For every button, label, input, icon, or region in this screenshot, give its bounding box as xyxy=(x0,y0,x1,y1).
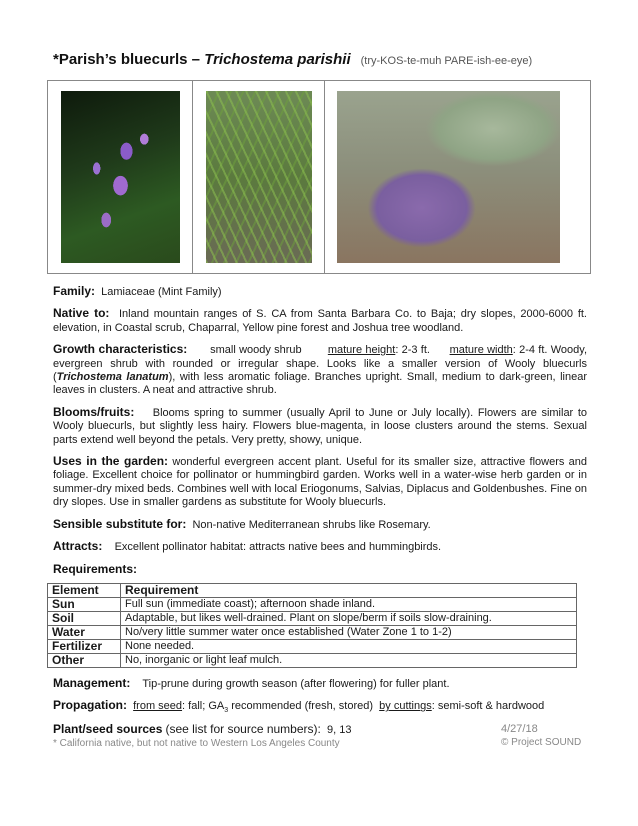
scientific-name: Trichostema parishii xyxy=(204,51,351,68)
cuttings-text: : semi-soft & hardwood xyxy=(431,700,545,713)
date: 4/27/18 xyxy=(501,722,538,735)
requirement-cell: Full sun (immediate coast); afternoon shade inland. xyxy=(121,597,577,611)
common-name: *Parish’s bluecurls – xyxy=(53,51,205,68)
blooms-text: Blooms spring to summer (usually April to June or July locally). Flowers are similar to Wooly bluecurls, but slightly less hairy. Flowers blue-magenta, in loose clusters around the stems. Sexual parts extend well beyond the petals. Very pretty, showy, unique. xyxy=(53,406,587,446)
photo-cell xyxy=(325,81,590,273)
attracts-label: Attracts: xyxy=(53,539,103,554)
uses-text: wonderful evergreen accent plant. Useful for its smaller size, attractive flowers and foliage. Excellent choice for pollinator or hummingbird garden. Works well in a water-wise herb garden or in summer-dry mixed beds. Combines well with local Eriogonums, Salvias, Diplacus and Goldenbushes. Fine on dry slopes. Use in smaller gardens as substitute for Wooly bluecurls. xyxy=(53,456,587,509)
footer-right xyxy=(501,722,587,750)
column-header-requirement: Requirement xyxy=(121,583,577,597)
table-header-row xyxy=(48,583,577,597)
photo-cell xyxy=(48,81,193,273)
substitute-section xyxy=(53,518,587,532)
photo-strip xyxy=(47,80,591,274)
table-row xyxy=(48,639,577,653)
requirements-table xyxy=(47,583,577,668)
page-footer xyxy=(53,722,587,750)
table-row xyxy=(48,653,577,667)
from-seed-label: from seed xyxy=(133,700,183,713)
requirement-cell: No/very little summer water once established (Water Zone 1 to 1-2) xyxy=(121,625,577,639)
substitute-text: Non-native Mediterranean shrubs like Rosemary. xyxy=(192,518,431,531)
native-to-section xyxy=(53,307,587,335)
element-cell: Other xyxy=(48,653,121,667)
mature-width-value: : 2-4 ft. xyxy=(512,344,548,357)
requirements-label: Requirements: xyxy=(53,561,138,576)
management-text: Tip-prune during growth season (after flowering) for fuller plant. xyxy=(142,677,450,690)
element-cell: Fertilizer xyxy=(48,639,121,653)
propagation-section xyxy=(53,699,587,713)
family-label: Family: xyxy=(53,284,96,298)
requirement-cell: No, inorganic or light leaf mulch. xyxy=(121,653,577,667)
footnote: * California native, but not native to Western Los Angeles County xyxy=(53,737,340,749)
photo-cell xyxy=(193,81,325,273)
table-row xyxy=(48,625,577,639)
mature-height-value: : 2-3 ft. xyxy=(395,344,430,357)
requirement-cell: None needed. xyxy=(121,639,577,653)
pronunciation: (try-KOS-te-muh PARE-ish-ee-eye) xyxy=(360,55,533,67)
footer-left xyxy=(53,722,501,750)
copyright: © Project SOUND xyxy=(501,736,582,748)
page-title xyxy=(53,50,587,71)
growth-section xyxy=(53,343,587,398)
growth-text-2: ), with less aromatic foliage. Branches upright. Small, medium to dark-green, linear leaves in clusters. A neat and attractive shrub. xyxy=(53,371,587,397)
element-cell: Soil xyxy=(48,611,121,625)
by-cuttings-label: by cuttings xyxy=(379,700,432,713)
attracts-section xyxy=(53,540,587,554)
propagation-label: Propagation: xyxy=(53,698,127,713)
flower-closeup-photo xyxy=(61,91,180,263)
element-cell: Water xyxy=(48,625,121,639)
mature-height-label: mature height xyxy=(327,344,396,357)
table-row xyxy=(48,597,577,611)
mature-width-label: mature width xyxy=(449,344,513,357)
family-section xyxy=(53,285,587,299)
native-to-label: Native to: xyxy=(53,306,110,321)
column-header-element: Element xyxy=(48,583,121,597)
attracts-text: Excellent pollinator habitat: attracts native bees and hummingbirds. xyxy=(114,541,442,554)
seed-text-1: : fall; GA xyxy=(182,700,225,713)
foliage-photo xyxy=(206,91,312,263)
requirement-cell: Adaptable, but likes well-drained. Plant on slope/berm if soils slow-draining. xyxy=(121,611,577,625)
family-text: Lamiaceae (Mint Family) xyxy=(101,286,222,298)
uses-section xyxy=(53,455,587,510)
substitute-label: Sensible substitute for: xyxy=(53,516,187,531)
sources-label: Plant/seed sources xyxy=(53,721,163,736)
sources-numbers: 9, 13 xyxy=(326,723,352,736)
blooms-section xyxy=(53,406,587,447)
seed-text-2: recommended (fresh, stored) xyxy=(228,700,374,713)
element-cell: Sun xyxy=(48,597,121,611)
seed-subscript: 3 xyxy=(224,707,229,715)
sources-note: (see list for source numbers): xyxy=(165,721,321,736)
table-row xyxy=(48,611,577,625)
management-section xyxy=(53,677,587,691)
growth-label: Growth characteristics: xyxy=(53,342,188,357)
sources-section xyxy=(53,722,501,737)
growth-text-1: Woody, evergreen shrub with rounded or irregular shape. Looks like a smaller version of Wooly bluecurls ( xyxy=(53,344,588,384)
growth-form: small woody shrub xyxy=(210,344,302,357)
requirements-heading xyxy=(53,563,587,577)
native-to-text: Inland mountain ranges of S. CA from Santa Barbara Co. to Baja; dry slopes, 2000-6000 ft. elevation, in Coastal scrub, Chaparral, Yellow pine forest and Joshua tree woodland. xyxy=(53,308,587,334)
growth-scientific-name: Trichostema lanatum xyxy=(56,371,169,384)
shrub-in-habitat-photo xyxy=(337,91,560,263)
uses-label: Uses in the garden: xyxy=(53,454,169,469)
management-label: Management: xyxy=(53,675,131,690)
blooms-label: Blooms/fruits: xyxy=(53,404,135,419)
